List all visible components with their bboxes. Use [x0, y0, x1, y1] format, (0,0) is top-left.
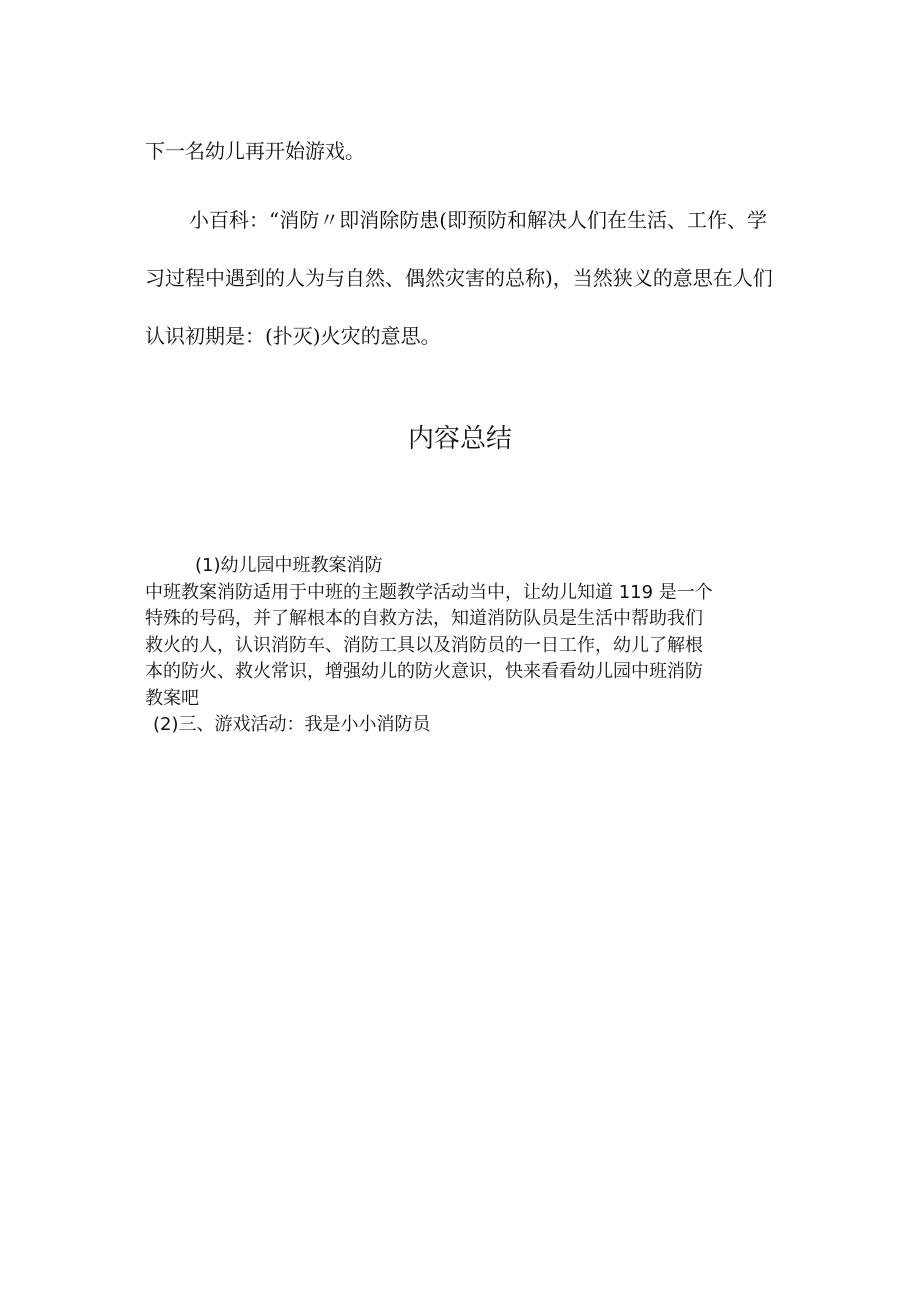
encyclopedia-line: 小百科：“消防〃即消除防患(即预防和解决人们在生活、工作、学 — [189, 208, 768, 232]
section-title: 内容总结 — [407, 424, 512, 454]
continuation-text: 下一名幼儿再开始游戏。 — [145, 139, 365, 163]
summary-description-line: 救火的人，认识消防车、消防工具以及消防员的一日工作，幼儿了解根 — [145, 634, 703, 656]
summary-description-line: 特殊的号码，并了解根本的自救方法，知道消防队员是生活中帮助我们 — [145, 608, 703, 629]
summary-block — [145, 553, 785, 739]
encyclopedia-line: 认识初期是：(扑灭)火灾的意思。 — [145, 324, 441, 348]
encyclopedia-paragraph — [145, 191, 785, 365]
encyclopedia-line: 习过程中遇到的人为与自然、偶然灾害的总称)，当然狭义的意思在人们 — [145, 266, 773, 290]
summary-description-line: 中班教案消防适用于中班的主题教学活动当中，让幼儿知道 119 是一个 — [145, 581, 713, 603]
summary-item-1: (1)幼儿园中班教案消防 — [195, 555, 383, 576]
summary-item-2: (2)三、游戏活动：我是小小消防员 — [153, 714, 431, 735]
summary-description-line: 教案吧 — [145, 687, 199, 709]
summary-description-line: 本的防火、救火常识，增强幼儿的防火意识，快来看看幼儿园中班消防 — [145, 661, 703, 682]
